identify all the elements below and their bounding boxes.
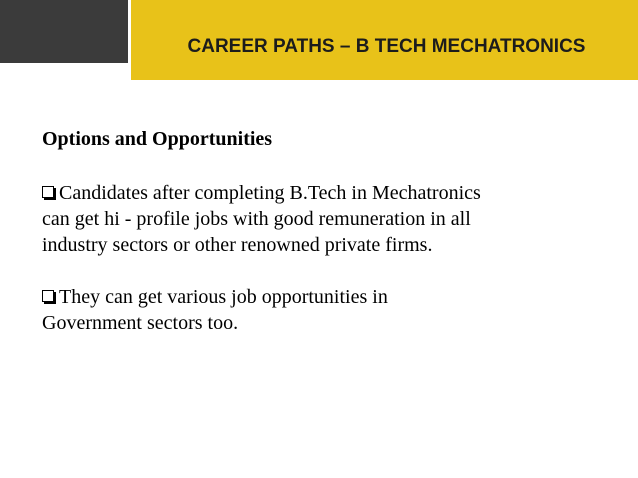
bullet-item	[42, 284, 602, 336]
bullet-item	[42, 180, 602, 258]
section-heading: Options and Opportunities	[42, 128, 273, 150]
slide-body	[42, 126, 602, 362]
bullet-line: industry sectors or other renowned private firms.	[42, 234, 433, 256]
bullet-line: can get hi - profile jobs with good remuneration in all	[42, 208, 471, 230]
bullet-line: Government sectors too.	[42, 312, 239, 334]
checkbox-bullet-icon	[42, 290, 54, 302]
header-dark-block	[0, 0, 128, 63]
bullet-line: Candidates after completing B.Tech in Mechatronics	[59, 182, 481, 204]
slide-title: CAREER PATHS – B TECH MECHATRONICS	[187, 36, 586, 57]
bullet-line: They can get various job opportunities in	[59, 286, 388, 308]
checkbox-bullet-icon	[42, 186, 54, 198]
